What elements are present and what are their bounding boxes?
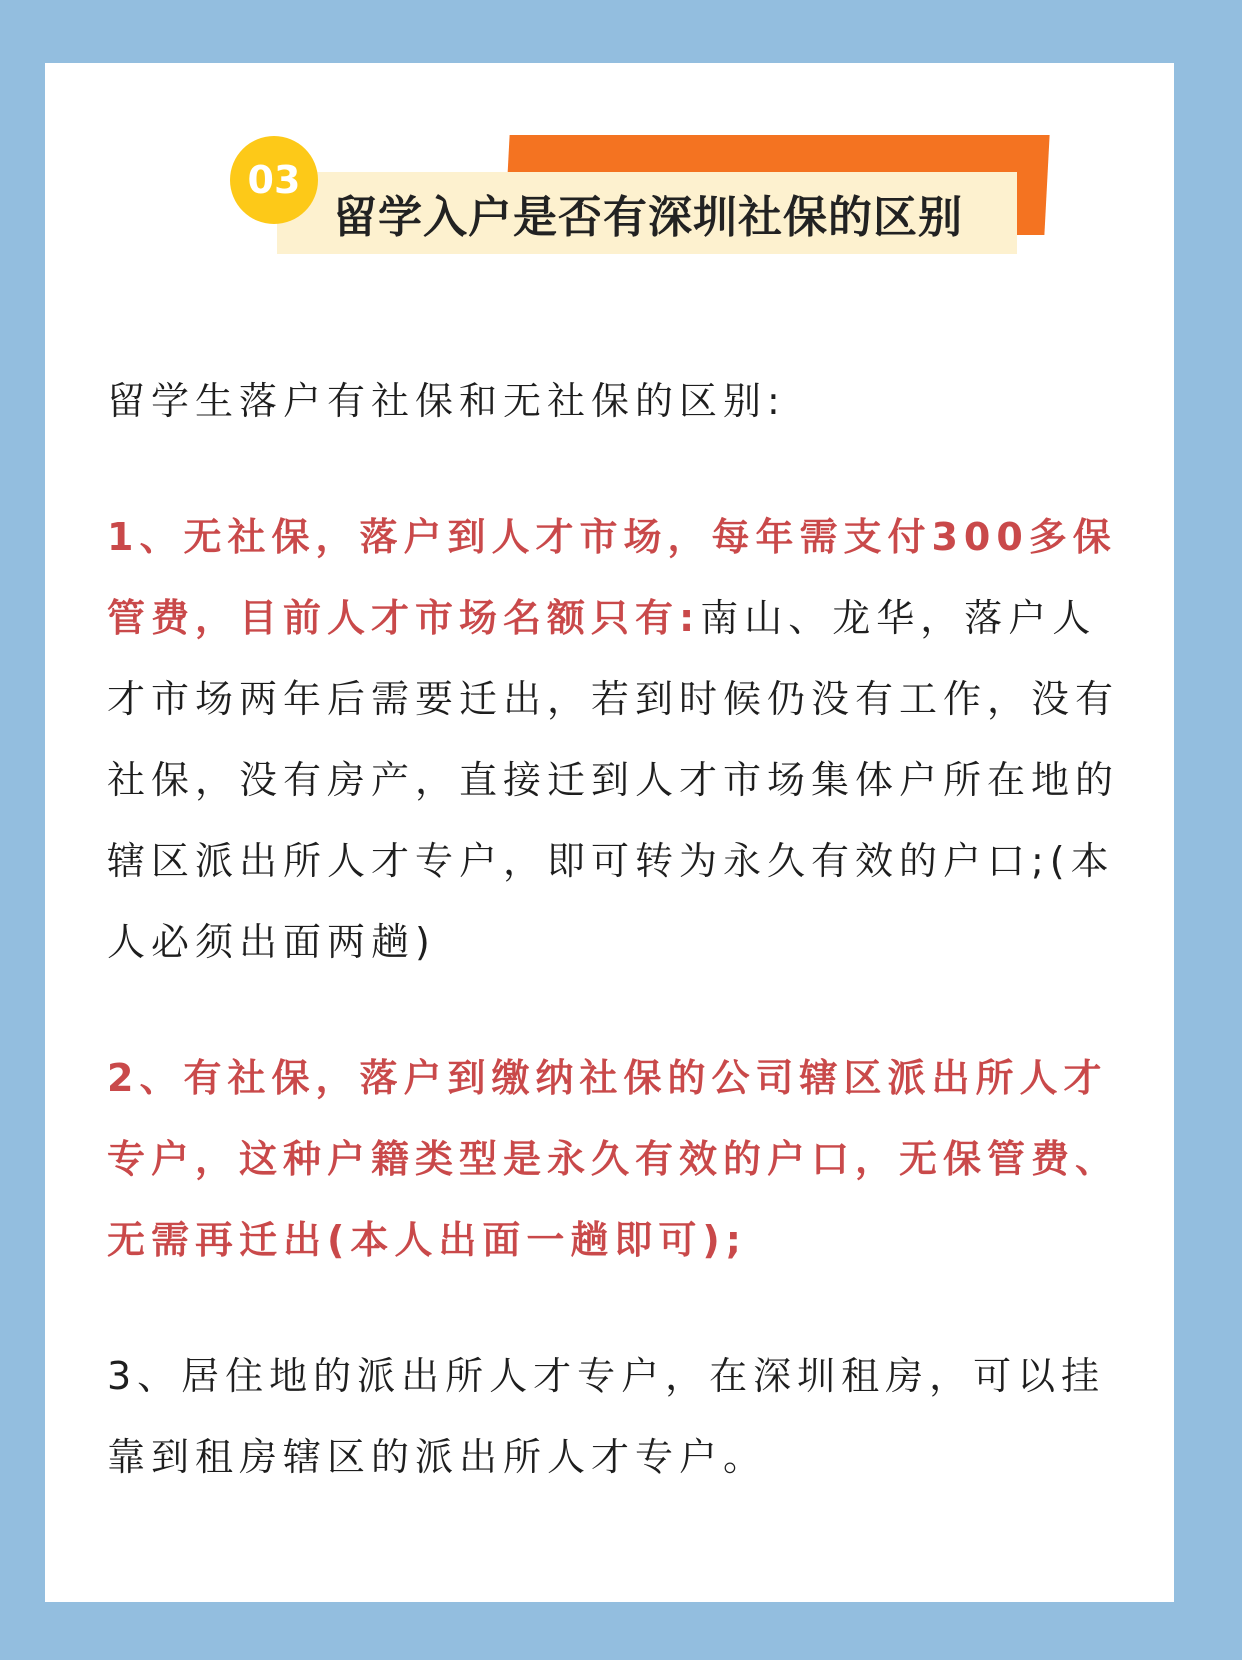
list-item-1 — [107, 497, 1137, 983]
article-body — [107, 361, 1137, 1498]
item-1-highlight: 1、无社保，落户到人才市场，每年需支付300多保管费，目前人才市场名额只有: — [107, 515, 1117, 640]
content-card — [45, 63, 1174, 1602]
item-2-highlight: 2、有社保，落户到缴纳社保的公司辖区派出所人才专户，这种户籍类型是永久有效的户口，无保管费、无需再迁出(本人出面一趟即可); — [107, 1056, 1120, 1262]
item-1-text: 南山、龙华，落户人才市场两年后需要迁出，若到时候仍没有工作，没有社保，没有房产，直接迁到人才市场集体户所在地的辖区派出所人才专户，即可转为永久有效的户口;(本人必须出面两趟) — [107, 596, 1120, 964]
intro-paragraph: 留学生落户有社保和无社保的区别: — [107, 379, 786, 423]
item-3-text: 3、居住地的派出所人才专户，在深圳租房，可以挂靠到租房辖区的派出所人才专户。 — [107, 1354, 1106, 1479]
section-header — [45, 63, 1174, 323]
list-item-3 — [107, 1336, 1137, 1498]
list-item-2 — [107, 1038, 1137, 1281]
section-title: 留学入户是否有深圳社保的区别 — [333, 192, 963, 243]
section-number-badge: 03 — [230, 136, 318, 224]
